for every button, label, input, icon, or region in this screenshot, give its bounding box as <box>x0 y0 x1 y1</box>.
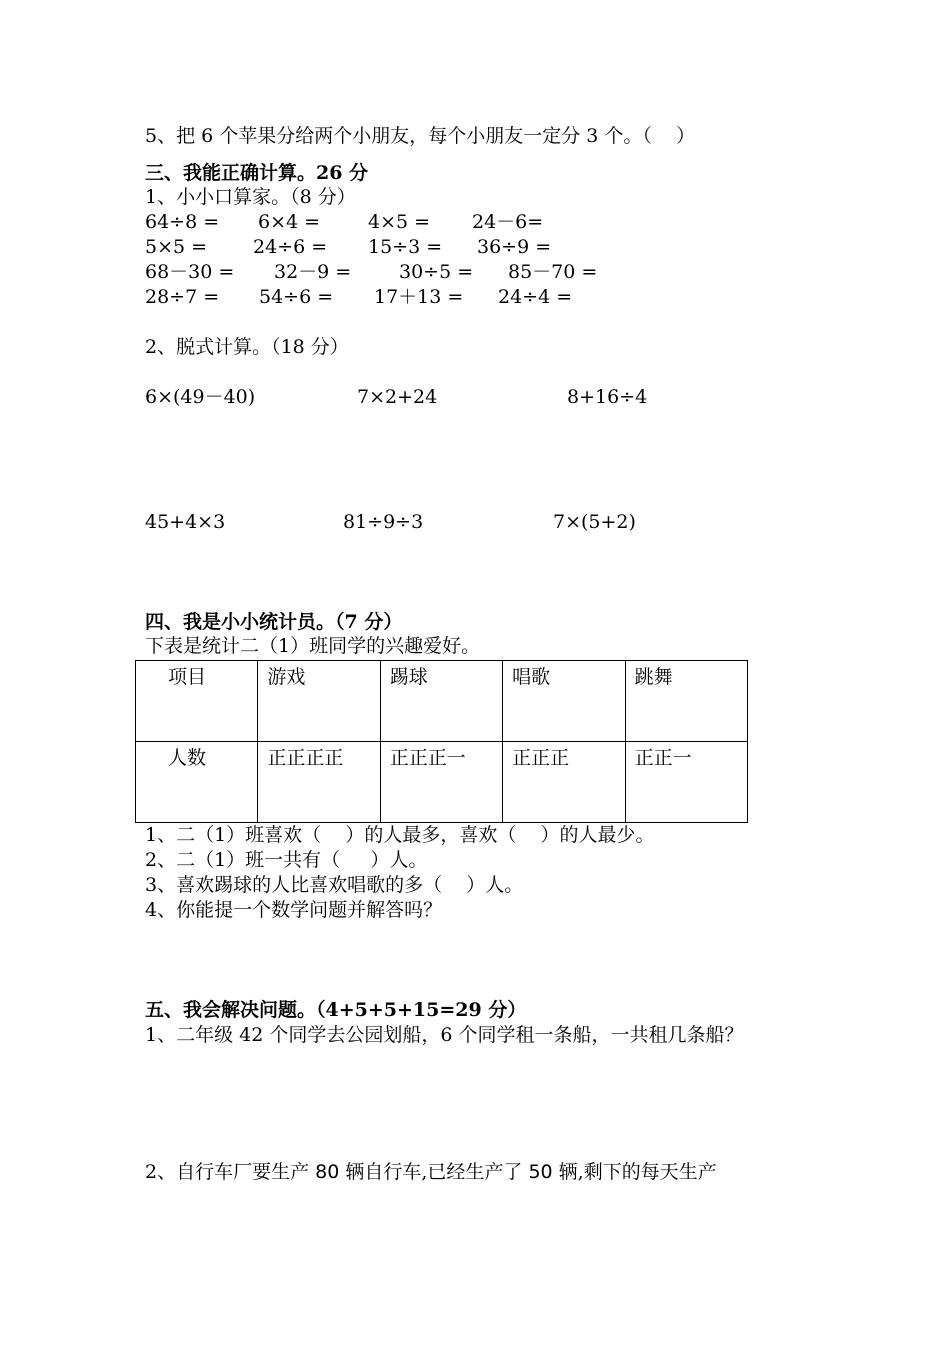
stat-question-3: 3、喜欢踢球的人比喜欢唱歌的多（ ）人。 <box>145 874 524 896</box>
section-3-title: 三、我能正确计算。26 分 <box>145 162 369 184</box>
problem-2 <box>145 1160 717 1184</box>
oral-item: 6×4 = <box>258 211 321 233</box>
oral-item: 68－30 = <box>145 261 235 283</box>
step-item: 8+16÷4 <box>567 386 648 408</box>
problem-2-number: 50 <box>528 1161 553 1183</box>
table-cell: 正正正正 <box>258 742 380 823</box>
oral-item: 64÷8 = <box>145 211 220 233</box>
stat-question-4: 4、你能提一个数学问题并解答吗？ <box>145 899 443 921</box>
table-cell: 跳舞 <box>625 661 747 742</box>
table-row <box>136 742 748 823</box>
oral-item: 15÷3 = <box>368 236 443 258</box>
oral-item: 5×5 = <box>145 236 208 258</box>
hobby-table <box>135 660 748 823</box>
problem-2-number: 80 <box>315 1161 340 1183</box>
table-cell: 人数 <box>136 742 258 823</box>
problem-2-text: 2、自行车厂要生产 <box>145 1161 316 1183</box>
problem-1: 1、二年级 42 个同学去公园划船，6 个同学租一条船，一共租几条船？ <box>145 1024 744 1046</box>
oral-item: 30÷5 = <box>399 261 474 283</box>
table-cell: 项目 <box>136 661 258 742</box>
table-cell: 正正正 <box>503 742 625 823</box>
oral-item: 85－70 = <box>508 261 598 283</box>
table-cell: 游戏 <box>258 661 380 742</box>
oral-item: 54÷6 = <box>259 286 334 308</box>
problem-2-text: 辆,剩下的每天生产 <box>552 1161 717 1183</box>
oral-item: 28÷7 = <box>145 286 220 308</box>
table-intro: 下表是统计二（1）班同学的兴趣爱好。 <box>145 635 481 657</box>
stat-question-1: 1、二（1）班喜欢（ ）的人最多，喜欢（ ）的人最少。 <box>145 824 655 846</box>
oral-item: 4×5 = <box>368 211 431 233</box>
step-item: 6×(49－40) <box>145 386 256 408</box>
oral-calc-title: 1、小小口算家。（8 分） <box>145 186 356 208</box>
step-item: 7×2+24 <box>357 386 438 408</box>
step-item: 45+4×3 <box>145 511 226 533</box>
table-cell: 正正正一 <box>380 742 502 823</box>
table-cell: 正正一 <box>625 742 747 823</box>
oral-item: 24÷4 = <box>498 286 573 308</box>
section-5-title: 五、我会解决问题。（4+5+5+15=29 分） <box>145 999 527 1021</box>
oral-item: 32－9 = <box>274 261 352 283</box>
table-cell: 踢球 <box>380 661 502 742</box>
question-5: 5、把 6 个苹果分给两个小朋友，每个小朋友一定分 3 个。（ ） <box>145 125 696 147</box>
oral-item: 36÷9 = <box>477 236 552 258</box>
table-row <box>136 661 748 742</box>
stat-question-2: 2、二（1）班一共有（ ）人。 <box>145 849 428 871</box>
table-cell: 唱歌 <box>503 661 625 742</box>
step-calc-title: 2、脱式计算。（18 分） <box>145 336 349 358</box>
problem-2-text: 辆自行车,已经生产了 <box>339 1161 529 1183</box>
step-item: 81÷9÷3 <box>343 511 424 533</box>
oral-item: 17＋13 = <box>374 286 464 308</box>
oral-item: 24－6= <box>472 211 544 233</box>
section-4-title: 四、我是小小统计员。（7 分） <box>145 611 403 633</box>
step-item: 7×(5+2) <box>553 511 636 533</box>
oral-item: 24÷6 = <box>253 236 328 258</box>
